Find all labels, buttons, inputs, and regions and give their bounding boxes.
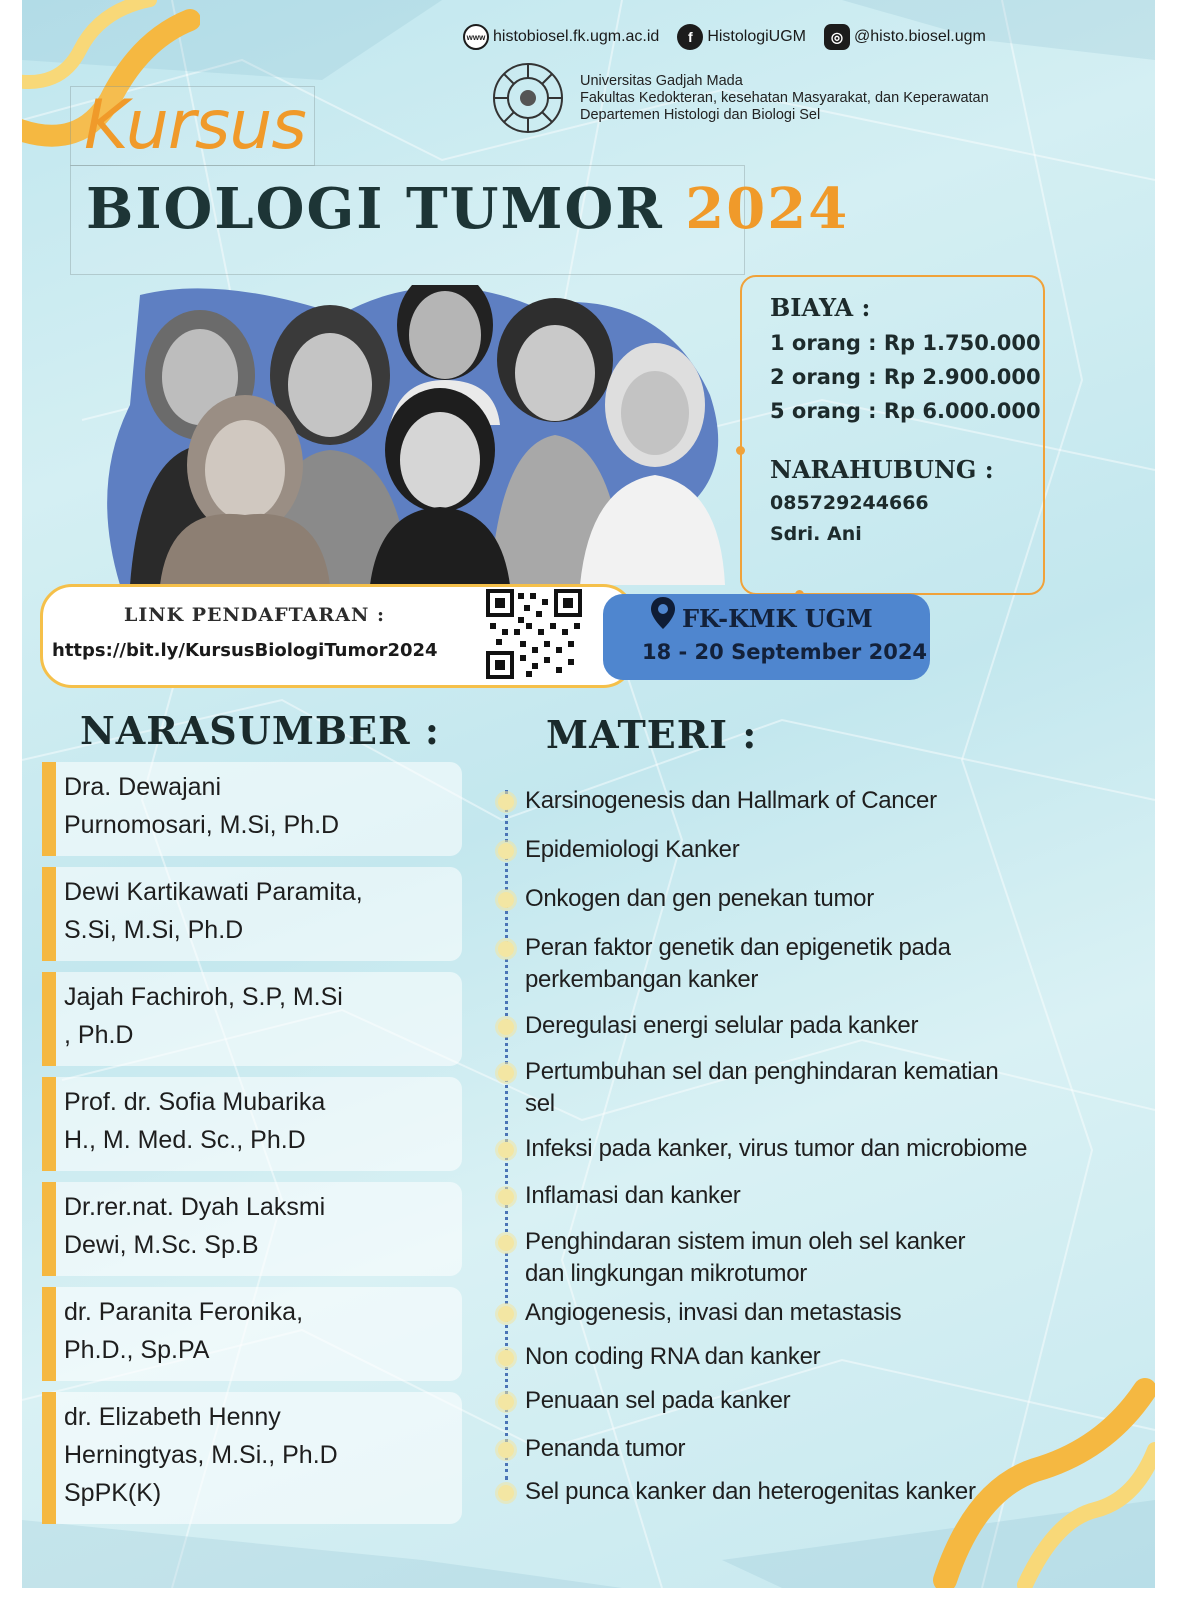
speaker-name	[64, 768, 339, 844]
speaker-accent-bar	[42, 972, 56, 1066]
material-item	[525, 1133, 1085, 1165]
speaker-line: dr. Paranita Feronika,	[64, 1298, 304, 1326]
department-name: Departemen Histologi dan Biologi Sel	[580, 106, 821, 123]
bullet-dot	[498, 794, 514, 810]
website-link[interactable]	[463, 24, 659, 50]
university-block	[490, 60, 989, 136]
speaker-line: Dewi Kartikawati Paramita,	[64, 878, 363, 906]
bullet-dot	[498, 1065, 514, 1081]
speaker-line: SpPK(K)	[64, 1479, 162, 1507]
speaker-photo-collage	[100, 285, 730, 585]
contact-title: NARAHUBUNG :	[770, 455, 994, 484]
material-item	[525, 1476, 1085, 1508]
material-line: Onkogen dan gen penekan tumor	[525, 885, 874, 912]
bullet-dot	[498, 1306, 514, 1322]
speaker-accent-bar	[42, 1392, 56, 1524]
material-line: Penghindaran sistem imun oleh sel kanker	[525, 1228, 966, 1255]
fee-line-3: 5 orang : Rp 6.000.000	[770, 399, 1041, 423]
material-line: Sel punca kanker dan heterogenitas kanker	[525, 1478, 976, 1505]
material-line: Karsinogenesis dan Hallmark of Cancer	[525, 787, 937, 814]
speaker-line: Prof. dr. Sofia Mubarika	[64, 1088, 326, 1116]
facebook-link[interactable]	[677, 24, 806, 50]
website-text: histobiosel.fk.ugm.ac.id	[493, 28, 660, 45]
material-line: Epidemiologi Kanker	[525, 836, 740, 863]
instagram-text: @histo.biosel.ugm	[854, 28, 986, 45]
materials-title: MATERI :	[546, 712, 758, 757]
bullet-dot	[498, 941, 514, 957]
material-item	[525, 1385, 1085, 1417]
contact-phone[interactable]: 085729244666	[770, 492, 929, 514]
bullet-dot	[498, 843, 514, 859]
speaker-line: H., M. Med. Sc., Ph.D	[64, 1126, 306, 1154]
speaker-accent-bar	[42, 867, 56, 961]
material-item	[525, 932, 1085, 996]
speaker-line: Ph.D., Sp.PA	[64, 1336, 210, 1364]
speaker-name	[64, 1083, 325, 1159]
material-item	[525, 1056, 1085, 1120]
fee-line-2: 2 orang : Rp 2.900.000	[770, 365, 1041, 389]
facebook-text: HistologiUGM	[707, 28, 806, 45]
university-name: Universitas Gadjah Mada	[580, 72, 743, 89]
material-line: perkembangan kanker	[525, 966, 759, 993]
title-year: 2024	[685, 176, 850, 242]
material-line: Inflamasi dan kanker	[525, 1182, 741, 1209]
material-item	[525, 1297, 1085, 1329]
page-title	[86, 176, 849, 242]
contact-name: Sdri. Ani	[770, 523, 862, 545]
bullet-dot	[498, 1485, 514, 1501]
registration-title: LINK PENDAFTARAN :	[124, 604, 385, 626]
speaker-line: Dewi, M.Sc. Sp.B	[64, 1231, 259, 1259]
globe-icon: www	[463, 24, 489, 50]
fee-line-1: 1 orang : Rp 1.750.000	[770, 331, 1041, 355]
fee-box-dot	[736, 446, 745, 455]
speaker-name	[64, 873, 363, 949]
bullet-dot	[498, 892, 514, 908]
registration-link[interactable]: https://bit.ly/KursusBiologiTumor2024	[52, 640, 438, 661]
material-line: Peran faktor genetik dan epigenetik pada	[525, 934, 951, 961]
bullet-dot	[498, 1442, 514, 1458]
speaker-line: Dra. Dewajani	[64, 773, 222, 801]
speaker-name	[64, 978, 343, 1054]
speaker-name	[64, 1398, 338, 1512]
social-links	[463, 24, 986, 50]
material-item	[525, 785, 1085, 817]
speaker-line: Purnomosari, M.Si, Ph.D	[64, 811, 340, 839]
speaker-name	[64, 1293, 303, 1369]
fee-title: BIAYA :	[770, 293, 871, 322]
material-item	[525, 1433, 1085, 1465]
facebook-icon: f	[677, 24, 703, 50]
fee-box	[740, 275, 1045, 595]
bullet-dot	[498, 1394, 514, 1410]
speaker-line: Dr.rer.nat. Dyah Laksmi	[64, 1193, 326, 1221]
kursus-label: Kursus	[84, 86, 306, 165]
speaker-name	[64, 1188, 325, 1264]
bullet-dot	[498, 1235, 514, 1251]
title-main: BIOLOGI TUMOR	[86, 176, 664, 242]
ugm-seal-logo	[490, 60, 566, 136]
venue-date: 18 - 20 September 2024	[642, 640, 928, 664]
location-pin-icon	[650, 596, 676, 630]
qr-code[interactable]	[486, 589, 582, 679]
speaker-line: S.Si, M.Si, Ph.D	[64, 916, 244, 944]
speakers-title: NARASUMBER :	[80, 708, 440, 753]
material-line: Penuaan sel pada kanker	[525, 1387, 791, 1414]
material-item	[525, 883, 1085, 915]
speaker-accent-bar	[42, 1182, 56, 1276]
instagram-link[interactable]	[824, 24, 986, 50]
material-item	[525, 1341, 1085, 1373]
material-line: sel	[525, 1090, 555, 1117]
faculty-name: Fakultas Kedokteran, kesehatan Masyarakat, dan Keperawatan	[580, 89, 989, 106]
speaker-line: Jajah Fachiroh, S.P, M.Si	[64, 983, 343, 1011]
speaker-accent-bar	[42, 762, 56, 856]
bullet-dot	[498, 1019, 514, 1035]
material-line: Penanda tumor	[525, 1435, 686, 1462]
bullet-dot	[498, 1142, 514, 1158]
material-line: Deregulasi energi selular pada kanker	[525, 1012, 919, 1039]
bullet-dot	[498, 1189, 514, 1205]
material-line: Angiogenesis, invasi dan metastasis	[525, 1299, 902, 1326]
material-line: Infeksi pada kanker, virus tumor dan microbiome	[525, 1135, 1028, 1162]
material-item	[525, 1180, 1085, 1212]
material-line: Pertumbuhan sel dan penghindaran kematian	[525, 1058, 999, 1085]
material-item	[525, 1226, 1085, 1290]
speaker-accent-bar	[42, 1287, 56, 1381]
speaker-accent-bar	[42, 1077, 56, 1171]
material-line: Non coding RNA dan kanker	[525, 1343, 821, 1370]
material-line: dan lingkungan mikrotumor	[525, 1260, 807, 1287]
speaker-line: , Ph.D	[64, 1021, 134, 1049]
speaker-line: Herningtyas, M.Si., Ph.D	[64, 1441, 338, 1469]
venue-name: FK-KMK UGM	[682, 604, 873, 633]
material-item	[525, 1010, 1085, 1042]
speaker-line: dr. Elizabeth Henny	[64, 1403, 281, 1431]
bullet-dot	[498, 1350, 514, 1366]
instagram-icon: ◎	[824, 24, 850, 50]
material-item	[525, 834, 1085, 866]
